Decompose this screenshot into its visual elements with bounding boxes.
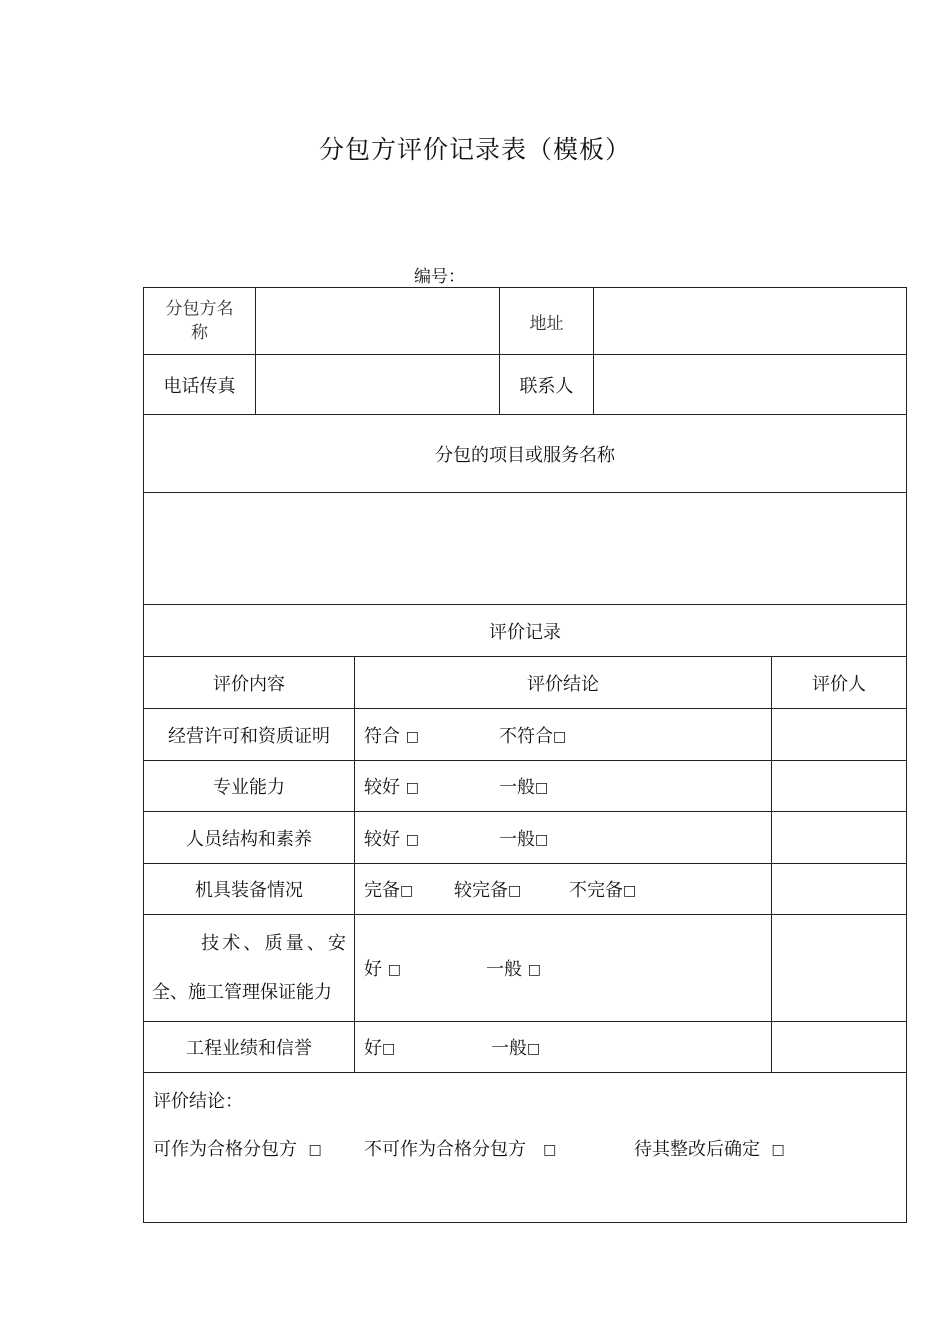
evaluation-options [355,864,772,915]
option-checkbox[interactable] [364,955,486,981]
checkbox-icon: □ [535,780,549,796]
option-checkbox[interactable] [454,876,569,902]
column-header-evaluator: 评价人 [772,657,907,709]
contact-label: 联系人 [500,355,594,415]
evaluation-options [355,709,772,761]
option-checkbox[interactable] [364,722,499,748]
option-checkbox[interactable] [364,825,499,851]
option-label: 好 [364,1038,382,1059]
document-number-label: 编号： [414,267,465,287]
evaluator-field[interactable] [772,761,907,812]
document-number [414,262,485,287]
document-title: 分包方评价记录表（模板） [318,135,631,164]
option-label: 较好 [364,828,400,850]
option-label: 不符合 [499,725,553,747]
evaluation-form-table [143,287,907,1223]
evaluation-item: 经营许可和资质证明 [144,709,355,761]
option-label: 好 [364,959,382,980]
checkbox-icon: □ [527,962,541,978]
conclusion-option-pending[interactable] [634,1135,785,1161]
evaluator-field[interactable] [772,709,907,761]
contact-field[interactable] [594,355,907,415]
checkbox-icon: □ [405,780,419,796]
evaluation-item: 机具装备情况 [144,864,355,915]
table-row [144,709,907,761]
conclusion-options [153,1135,897,1161]
checkbox-icon: □ [553,728,567,745]
option-checkbox[interactable] [491,1034,540,1060]
evaluation-item-text: 技术、质量、安全、施工管理保证能力 [152,933,346,1003]
checkbox-icon: □ [508,883,522,899]
checkbox-icon: □ [405,831,419,848]
evaluation-item: 工程业绩和信誉 [144,1022,355,1073]
checkbox-icon: □ [400,883,414,899]
address-label: 地址 [500,288,594,355]
option-label: 一般 [499,777,535,798]
evaluator-field[interactable] [772,1022,907,1073]
evaluation-options [355,915,772,1022]
conclusion-section [144,1073,907,1223]
option-checkbox[interactable] [499,722,566,748]
option-checkbox[interactable] [486,955,541,981]
option-label: 不完备 [569,880,623,901]
option-checkbox[interactable] [364,876,454,902]
option-label: 较好 [364,777,400,798]
option-checkbox[interactable] [364,1034,491,1060]
evaluation-item: 人员结构和素养 [144,812,355,864]
option-label: 不可作为合格分包方 [364,1139,526,1160]
option-label: 符合 [364,725,400,747]
option-label: 一般 [499,828,535,850]
column-header-content: 评价内容 [144,657,355,709]
evaluator-field[interactable] [772,915,907,1022]
option-label: 一般 [491,1038,527,1059]
address-field[interactable] [594,288,907,355]
table-row [144,1022,907,1073]
evaluator-field[interactable] [772,812,907,864]
option-label: 待其整改后确定 [634,1139,760,1160]
table-row [144,915,907,1022]
option-checkbox[interactable] [499,825,548,851]
checkbox-icon: □ [387,962,401,978]
phone-fax-field[interactable] [256,355,500,415]
checkbox-icon: □ [535,831,549,848]
table-row [144,864,907,915]
project-section-title: 分包的项目或服务名称 [144,415,907,493]
evaluation-item: 专业能力 [144,761,355,812]
option-checkbox[interactable] [569,876,636,902]
checkbox-icon: □ [382,1041,396,1057]
checkbox-icon: □ [405,728,419,745]
conclusion-option-qualified[interactable] [153,1135,364,1161]
phone-fax-label: 电话传真 [144,355,256,415]
conclusion-label: 评价结论： [153,1091,243,1112]
evaluation-options [355,761,772,812]
option-label: 一般 [486,959,522,980]
option-label: 完备 [364,880,400,901]
subcontractor-name-label: 分包方名称 [144,288,256,355]
subcontractor-name-field[interactable] [256,288,500,355]
option-label: 可作为合格分包方 [153,1139,297,1160]
evaluation-item [144,915,355,1022]
checkbox-icon: □ [543,1142,557,1158]
checkbox-icon: □ [308,1142,322,1158]
table-row [144,812,907,864]
evaluation-options [355,812,772,864]
evaluator-field[interactable] [772,864,907,915]
option-checkbox[interactable] [364,773,499,799]
checkbox-icon: □ [527,1041,541,1057]
option-label: 较完备 [454,880,508,901]
option-checkbox[interactable] [499,773,548,799]
evaluation-options [355,1022,772,1073]
column-header-conclusion: 评价结论 [355,657,772,709]
table-row [144,761,907,812]
checkbox-icon: □ [771,1142,785,1158]
checkbox-icon: □ [623,883,637,899]
project-name-field[interactable] [144,493,907,605]
evaluation-record-title: 评价记录 [144,605,907,657]
conclusion-option-unqualified[interactable] [364,1135,634,1161]
